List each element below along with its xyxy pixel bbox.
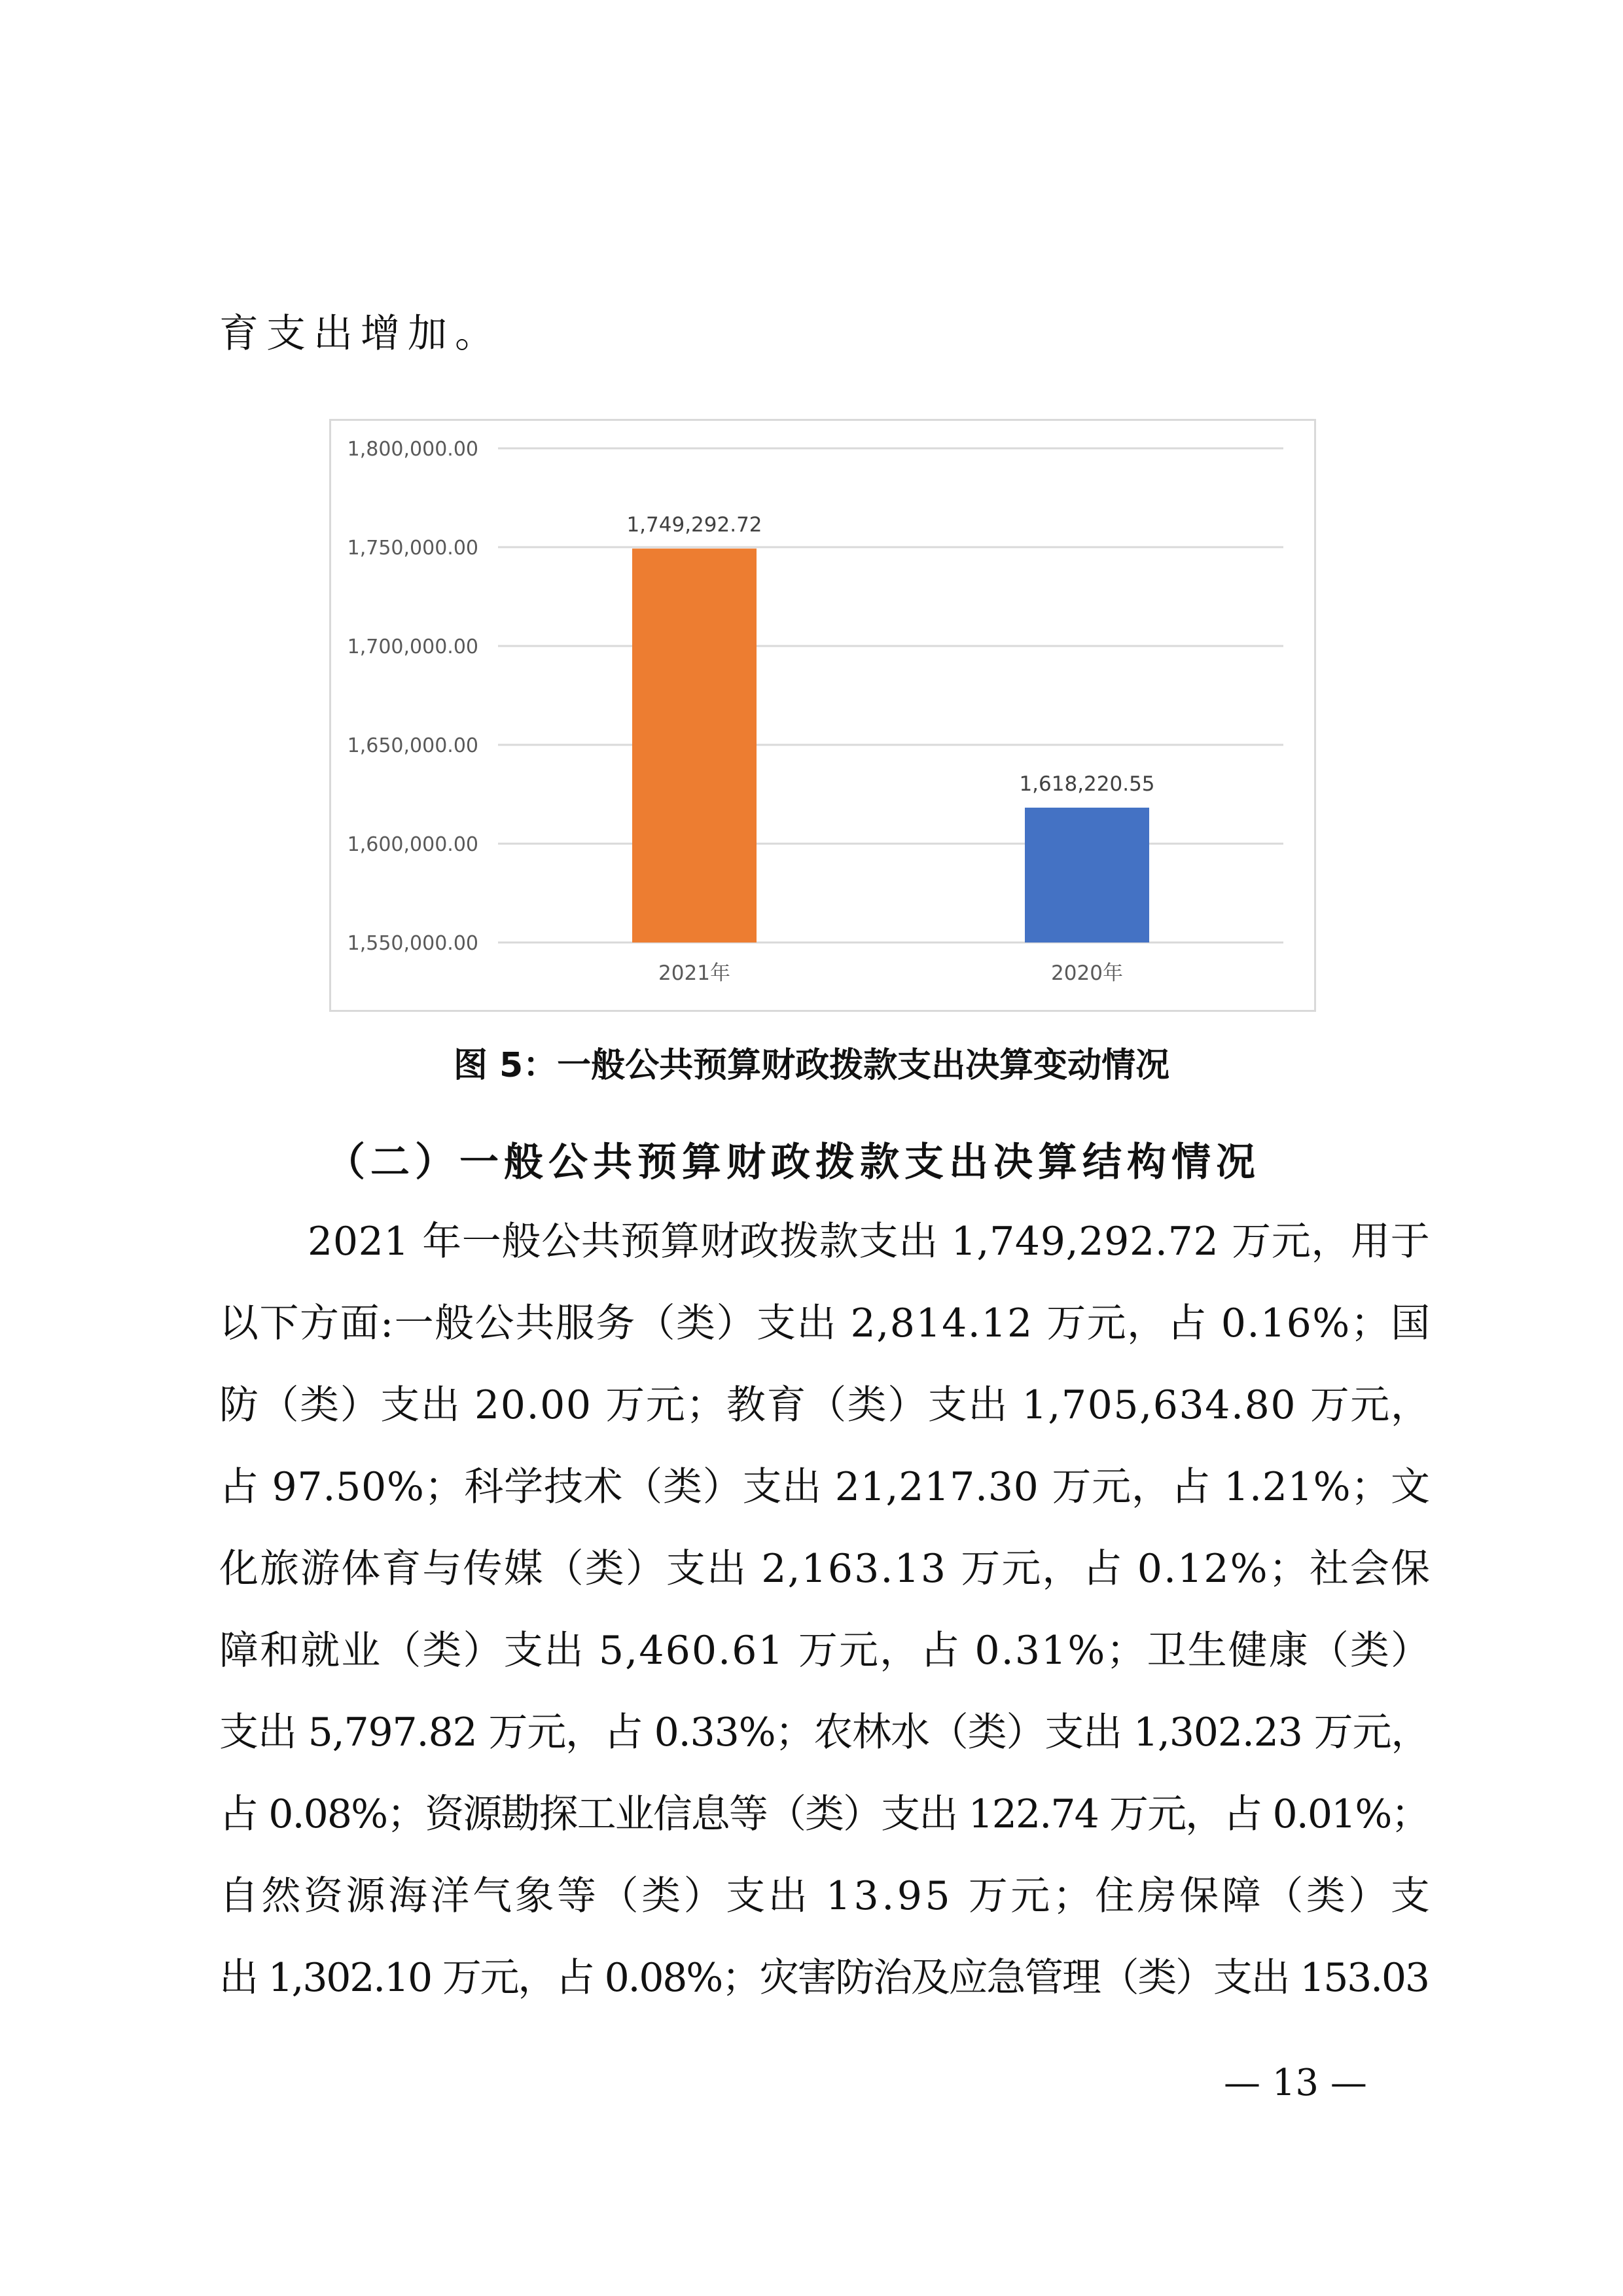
body-line: 出 1,302.10 万元，占 0.08%；灾害防治及应急管理（类）支出 153.03: [219, 1955, 1429, 2001]
data-label: 1,618,220.55: [1019, 772, 1155, 796]
y-tick-label: 1,800,000.00: [347, 438, 478, 461]
intro-text: 育支出增加。: [219, 311, 502, 357]
section-heading: （二）一般公共预算财政拨款支出决算结构情况: [326, 1139, 1260, 1185]
page-number: — 13 —: [1224, 2062, 1367, 2104]
body-line: 防（类）支出 20.00 万元；教育（类）支出 1,705,634.80 万元，: [219, 1382, 1431, 1428]
bar: [1025, 808, 1149, 942]
y-tick-label: 1,650,000.00: [347, 734, 478, 757]
data-label: 1,749,292.72: [626, 513, 762, 537]
body-line: 2021 年一般公共预算财政拨款支出 1,749,292.72 万元，用于: [308, 1219, 1431, 1265]
body-line: 障和就业（类）支出 5,460.61 万元，占 0.31%；卫生健康（类）: [219, 1628, 1432, 1674]
y-tick-label: 1,700,000.00: [347, 636, 478, 658]
body-line: 占 97.50%；科学技术（类）支出 21,217.30 万元，占 1.21%；文: [219, 1464, 1431, 1510]
figure-caption: 图 5：一般公共预算财政拨款支出决算变动情况: [453, 1046, 1170, 1085]
y-tick-label: 1,550,000.00: [347, 932, 478, 955]
body-line: 以下方面:一般公共服务（类）支出 2,814.12 万元，占 0.16%；国: [219, 1300, 1431, 1346]
body-line: 占 0.08%；资源勘探工业信息等（类）支出 122.74 万元，占 0.01%；: [219, 1791, 1429, 1837]
body-line: 化旅游体育与传媒（类）支出 2,163.13 万元，占 0.12%；社会保: [219, 1546, 1432, 1592]
bar-chart: [329, 419, 1316, 1012]
x-tick-label: 2021年: [658, 961, 730, 985]
body-line: 支出 5,797.82 万元，占 0.33%；农林水（类）支出 1,302.23 万元，: [219, 1710, 1430, 1755]
body-line: 自然资源海洋气象等（类）支出 13.95 万元；住房保障（类）支: [219, 1873, 1433, 1919]
x-tick-label: 2020年: [1051, 961, 1123, 985]
y-tick-label: 1,750,000.00: [347, 537, 478, 560]
bar: [632, 548, 757, 942]
y-tick-label: 1,600,000.00: [347, 833, 478, 856]
